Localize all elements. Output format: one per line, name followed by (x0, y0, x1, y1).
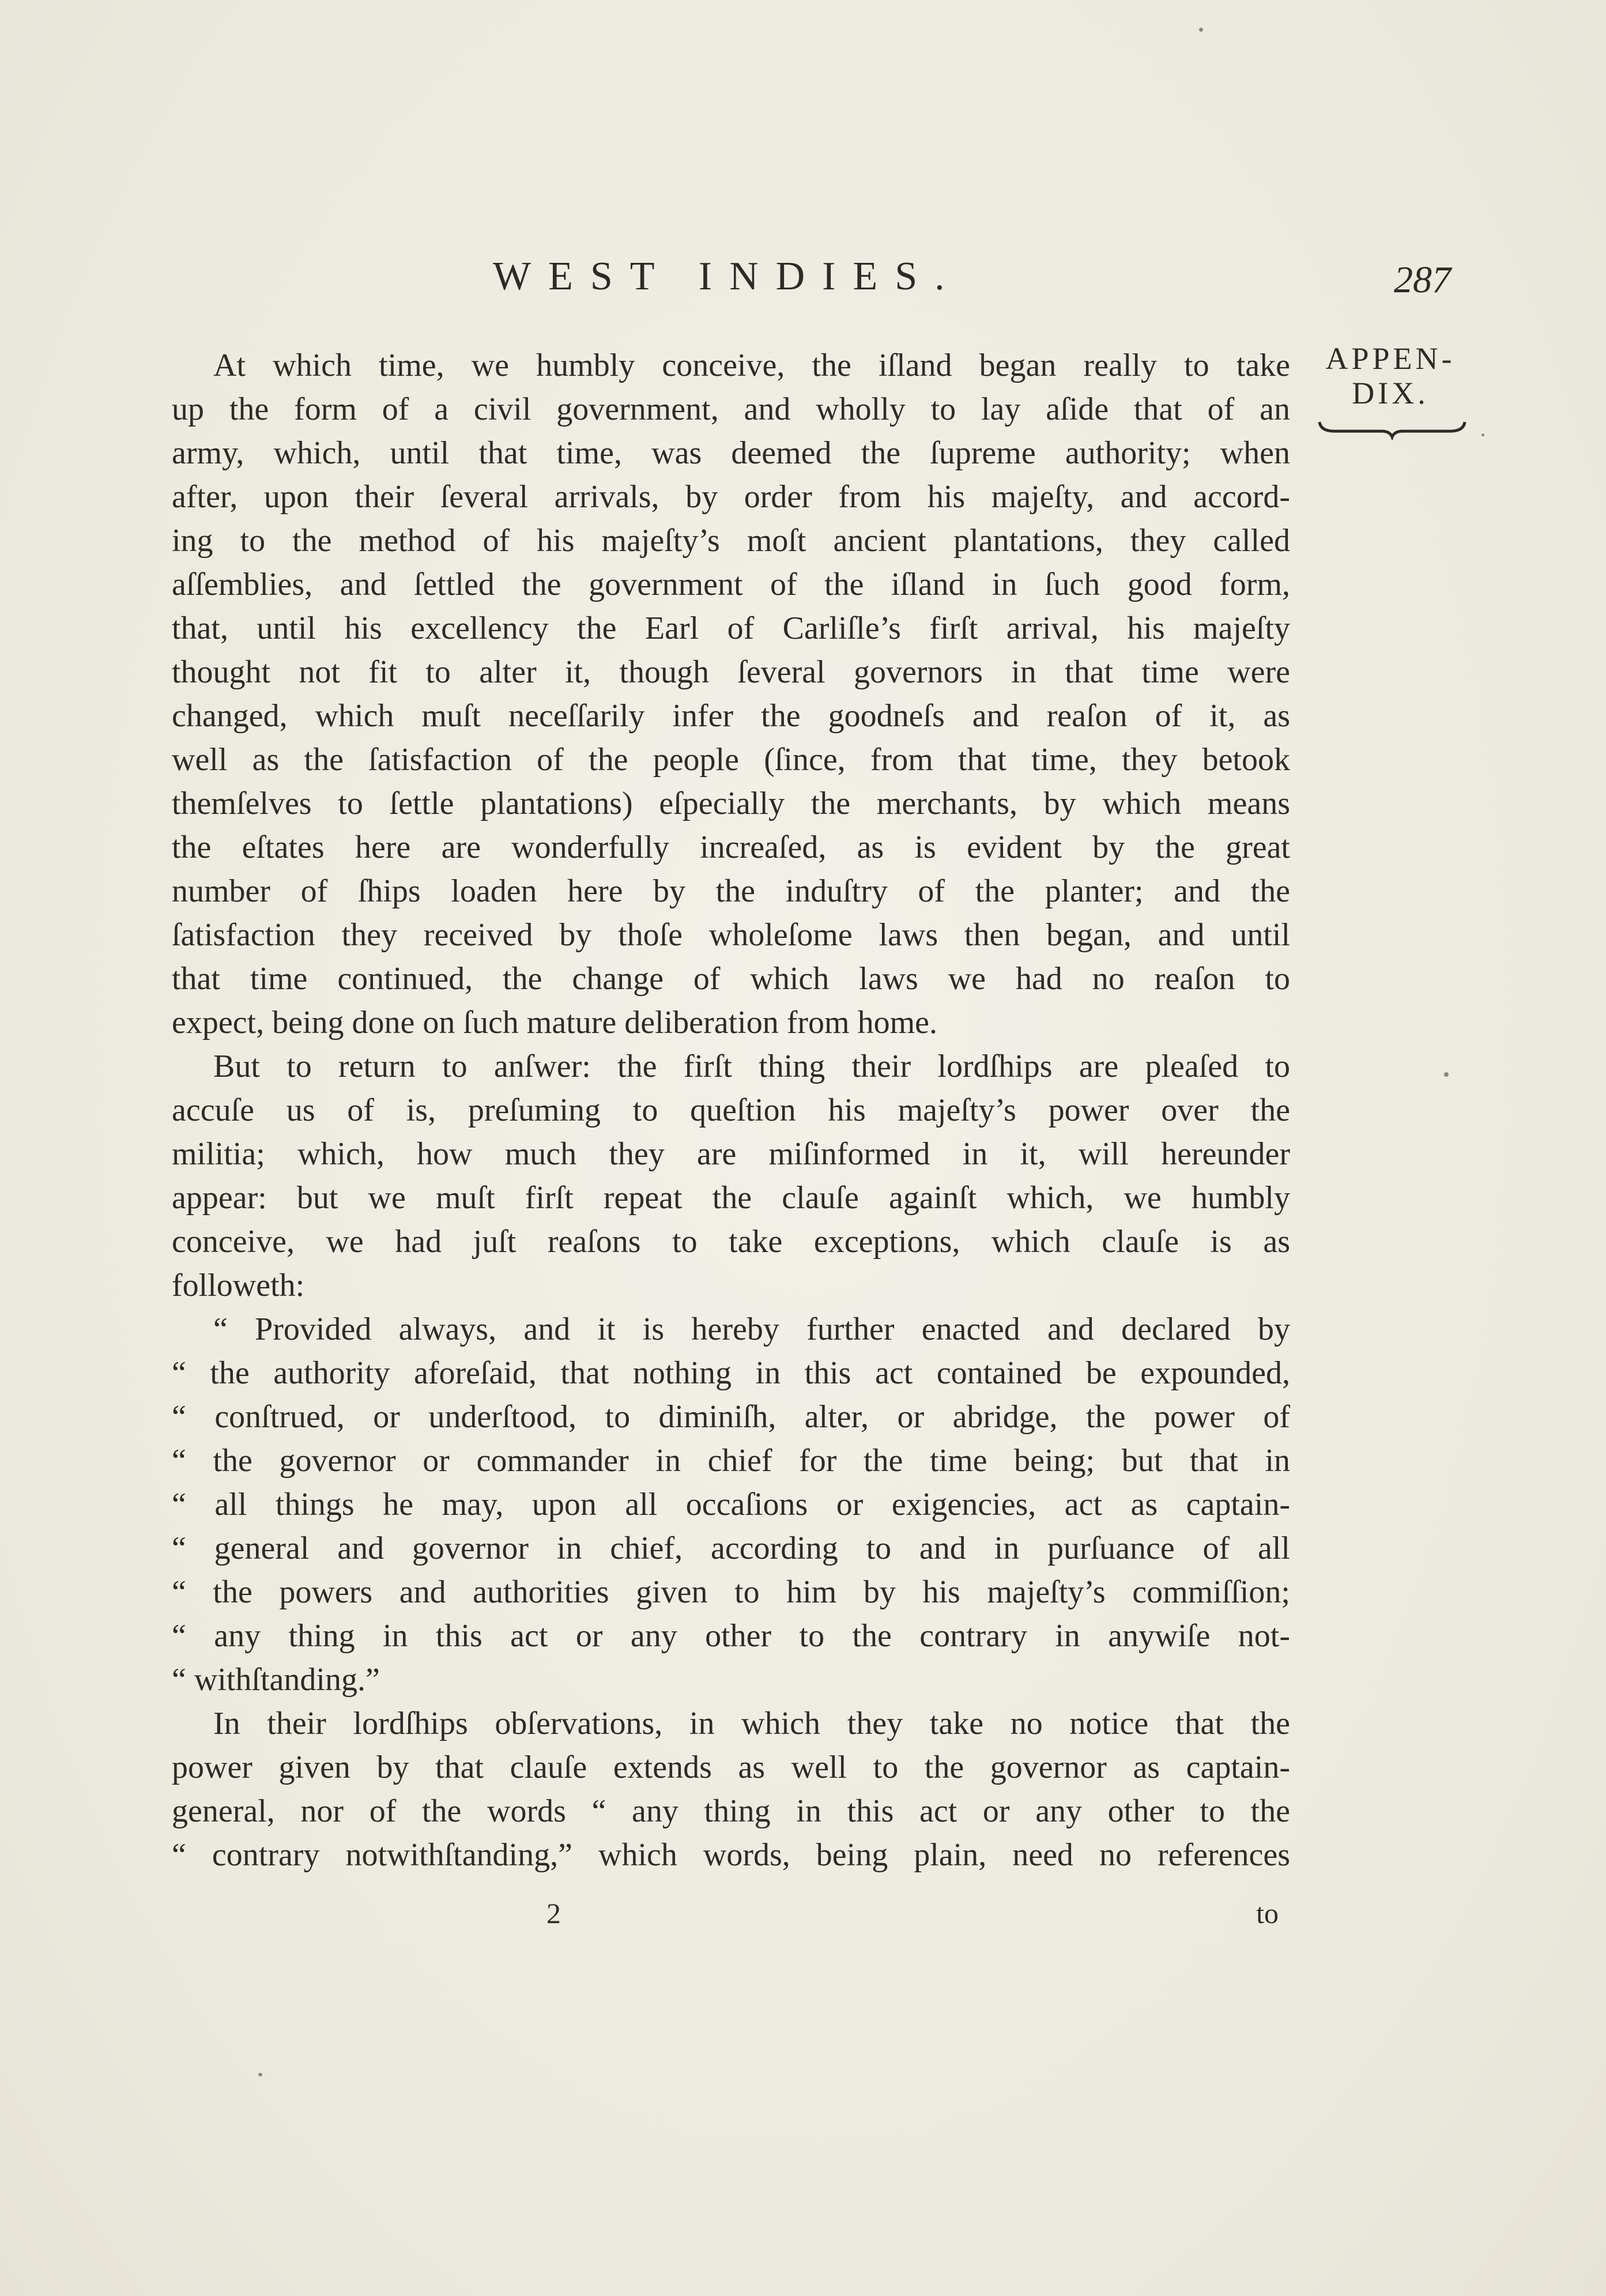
text-line: expect, being done on ſuch mature deliberation from home. (172, 1005, 938, 1040)
text-line: that time continued, the change of which laws we had no reaſon to (172, 961, 1290, 997)
paper-speck (1199, 28, 1203, 32)
text-line: followeth: (172, 1268, 305, 1303)
text-line: militia; which, how much they are miſinformed in it, will hereunder (172, 1136, 1290, 1172)
text-line: army, which, until that time, was deemed the ſupreme authority; when (172, 435, 1290, 471)
text-line: conceive, we had juſt reaſons to take exceptions, which clauſe is as (172, 1224, 1290, 1260)
text-line: accuſe us of is, preſuming to queſtion his majeſty’s power over the (172, 1092, 1290, 1128)
text-line: appear: but we muſt firſt repeat the clauſe againſt which, we humbly (172, 1180, 1290, 1216)
paper-speck (1444, 1072, 1449, 1077)
page-footer (172, 1897, 1290, 1931)
text-line: thought not fit to alter it, though ſeveral governors in that time were (172, 654, 1290, 690)
quote-line: “ the governor or commander in chief for the time being; but that in (172, 1443, 1290, 1479)
text-line: In their lordſhips obſervations, in which they take no notice that the (213, 1706, 1290, 1741)
text-line: that, until his excellency the Earl of Carliſle’s firſt arrival, his majeſty (172, 610, 1290, 646)
quote-line: “ the powers and authorities given to him by his majeſty’s commiſſion; (172, 1574, 1290, 1610)
signature-mark: 2 (546, 1897, 561, 1929)
text-line: ſatisfaction they received by thoſe wholeſome laws then began, and until (172, 917, 1290, 953)
quote-line: “ Provided always, and it is hereby further enacted and declared by (213, 1311, 1290, 1347)
paper-speck (1481, 433, 1484, 436)
text-line: number of ſhips loaden here by the induſtry of the planter; and the (172, 873, 1290, 909)
quote-line: “ all things he may, upon all occaſions or exigencies, act as captain- (172, 1487, 1290, 1522)
margin-note (1304, 341, 1477, 410)
running-head: WEST INDIES. (493, 254, 962, 299)
quote-line: “ any thing in this act or any other to the contrary in anywiſe not- (172, 1618, 1290, 1654)
text-line: ing to the method of his majeſty’s moſt ancient plantations, they called (172, 523, 1290, 559)
text-line: general, nor of the words “ any thing in this act or any other to the (172, 1793, 1290, 1829)
body-text (172, 344, 1290, 1877)
catchword: to (1256, 1897, 1279, 1929)
text-line: the eſtates here are wonderfully increaſed, as is evident by the great (172, 830, 1290, 865)
text-line: At which time, we humbly conceive, the iſland began really to take (213, 348, 1290, 383)
paper-speck (258, 2073, 262, 2076)
text-line: up the form of a civil government, and wholly to lay aſide that of an (172, 391, 1290, 427)
margin-note-line-1: APPEN- (1325, 341, 1456, 376)
text-line: well as the ſatisfaction of the people (ſince, from that time, they betook (172, 742, 1290, 778)
text-line: aſſemblies, and ſettled the government of the iſland in ſuch good form, (172, 567, 1290, 602)
brace-ornament (1317, 417, 1467, 440)
text-line: after, upon their ſeveral arrivals, by order from his majeſty, and accord- (172, 479, 1290, 515)
text-line: But to return to anſwer: the firſt thing their lordſhips are pleaſed to (213, 1049, 1290, 1084)
text-line: power given by that clauſe extends as well to the governor as captain- (172, 1750, 1290, 1785)
quote-line: “ withſtanding.” (172, 1662, 380, 1698)
quote-line: “ conſtrued, or underſtood, to diminiſh, alter, or abridge, the power of (172, 1399, 1290, 1435)
margin-note-line-2: DIX. (1352, 376, 1429, 410)
quote-line: “ general and governor in chief, according to and in purſuance of all (172, 1530, 1290, 1566)
page-number: 287 (1394, 259, 1451, 301)
quote-line: “ the authority aforeſaid, that nothing in this act contained be expounded, (172, 1355, 1290, 1391)
text-line: “ contrary notwithſtanding,” which words, being plain, need no references (172, 1837, 1290, 1873)
text-line: themſelves to ſettle plantations) eſpecially the merchants, by which means (172, 786, 1290, 821)
text-line: changed, which muſt neceſſarily infer the goodneſs and reaſon of it, as (172, 698, 1290, 734)
